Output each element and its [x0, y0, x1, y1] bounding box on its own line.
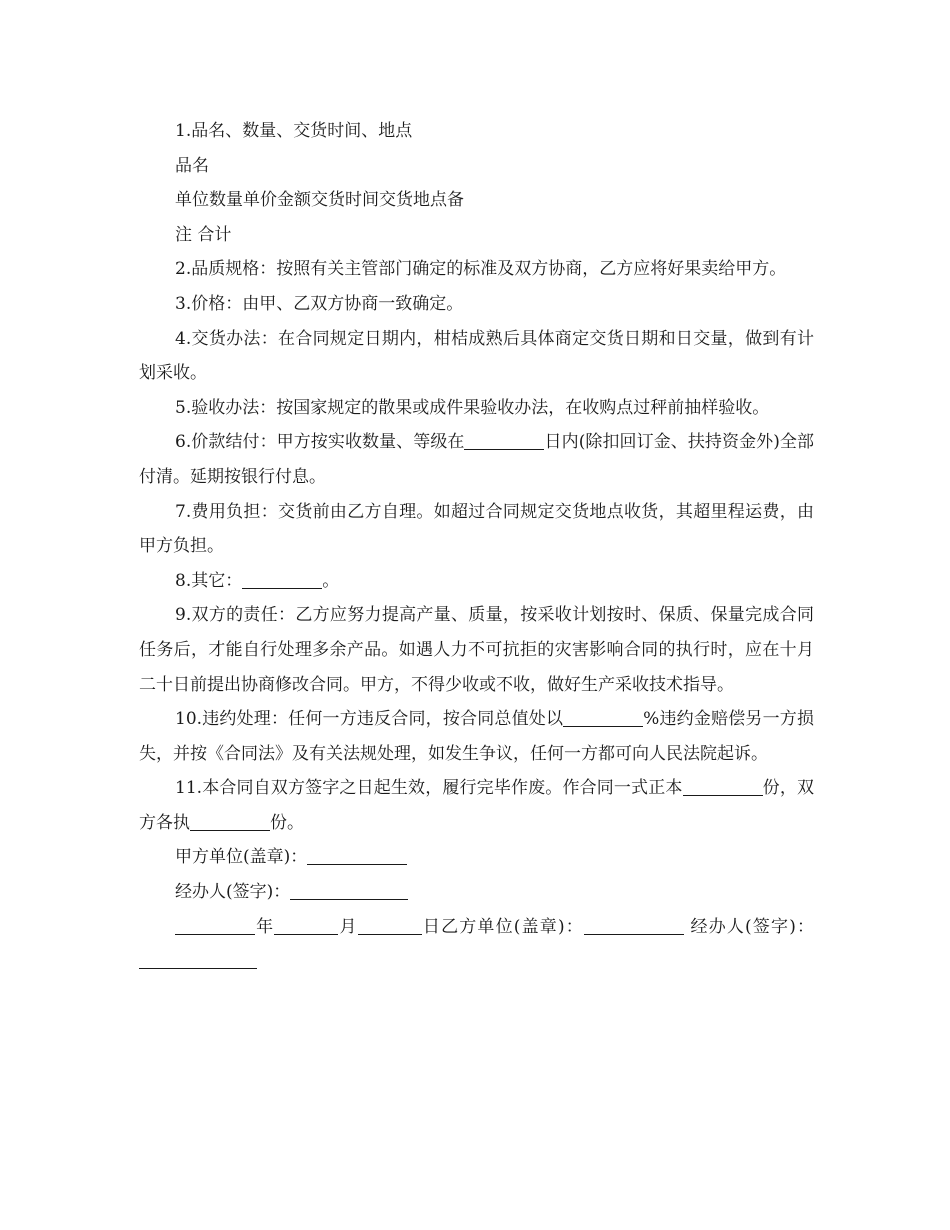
item-9: 9.双方的责任：乙方应努力提高产量、质量，按采收计划按时、保质、保量完成合同任务后，才能自行处理多余产品。如遇人力不可抗拒的灾害影响合同的执行时，应在十月二十日前提出协商修改合同。甲方，不得少收或不收，做好生产采收技术指导。: [139, 605, 814, 695]
item-10-text-a: 10.违约处理：任何一方违反合同，按合同总值处以: [175, 709, 564, 730]
party-a-agent-label: 经办人(签字)：: [175, 882, 291, 903]
day-blank[interactable]: [358, 914, 422, 935]
contract-body: [139, 114, 814, 979]
copies-total-blank[interactable]: [683, 775, 763, 796]
item-11-text-a: 11.本合同自双方签字之日起生效，履行完毕作废。作合同一式正本: [175, 778, 683, 799]
item-4: 4.交货办法：在合同规定日期内，柑桔成熟后具体商定交货日期和日交量，做到有计划采收。: [139, 328, 814, 384]
year-label: 年: [255, 916, 275, 937]
item-6-text-a: 6.价款结付：甲方按实收数量、等级在: [175, 432, 465, 453]
item-11-text-b: 份，双方各执: [139, 778, 814, 833]
party-b-agent-blank[interactable]: [139, 948, 257, 969]
month-label: 月: [338, 916, 358, 937]
party-a-unit-label: 甲方单位(盖章)：: [175, 847, 308, 868]
item-8-text-b: 。: [322, 570, 340, 591]
item-2: 2.品质规格：按照有关主管部门确定的标准及双方协商，乙方应将好果卖给甲方。: [175, 259, 787, 280]
table-line-2: 单位数量单价金额交货时间交货地点备: [175, 190, 464, 211]
party-b-unit-label: 日乙方单位(盖章)：: [421, 916, 584, 937]
year-blank[interactable]: [175, 914, 255, 935]
item-1: 1.品名、数量、交货时间、地点: [175, 121, 413, 141]
item-11-text-c: 份。: [270, 812, 304, 833]
party-b-agent-label: 经办人(签字)：: [690, 916, 815, 937]
item-10: [139, 702, 814, 771]
month-blank[interactable]: [274, 914, 338, 935]
party-a-unit-line: [139, 840, 814, 875]
penalty-percent-blank[interactable]: [563, 706, 643, 727]
item-6: [139, 425, 814, 494]
item-8: [139, 564, 814, 599]
party-a-agent-line: [139, 875, 814, 910]
table-line-3: 注 合计: [175, 224, 232, 245]
party-a-agent-blank[interactable]: [290, 879, 408, 900]
item-3: 3.价格：由甲、乙双方协商一致确定。: [175, 293, 464, 314]
other-terms-blank[interactable]: [242, 568, 322, 589]
item-6-text-b: 日内(除扣回订金、扶持资金外)全部付清。延期按银行付息。: [139, 432, 814, 487]
item-8-text-a: 8.其它：: [175, 570, 243, 591]
payment-days-blank[interactable]: [464, 429, 544, 450]
item-5: 5.验收办法：按国家规定的散果或成件果验收办法，在收购点过秤前抽样验收。: [175, 397, 770, 418]
item-10-text-b: %违约金赔偿另一方损失，并按《合同法》及有关法规处理，如发生争议，任何一方都可向人民法院起诉。: [139, 709, 814, 764]
item-7: 7.费用负担：交货前由乙方自理。如超过合同规定交货地点收货，其超里程运费，由甲方负担。: [139, 501, 814, 557]
party-b-unit-blank[interactable]: [584, 914, 684, 935]
date-and-party-b-line: [139, 910, 814, 979]
party-a-unit-blank[interactable]: [307, 844, 407, 865]
copies-each-blank[interactable]: [190, 810, 270, 831]
table-line-1: 品名: [175, 155, 209, 176]
item-11: [139, 771, 814, 840]
